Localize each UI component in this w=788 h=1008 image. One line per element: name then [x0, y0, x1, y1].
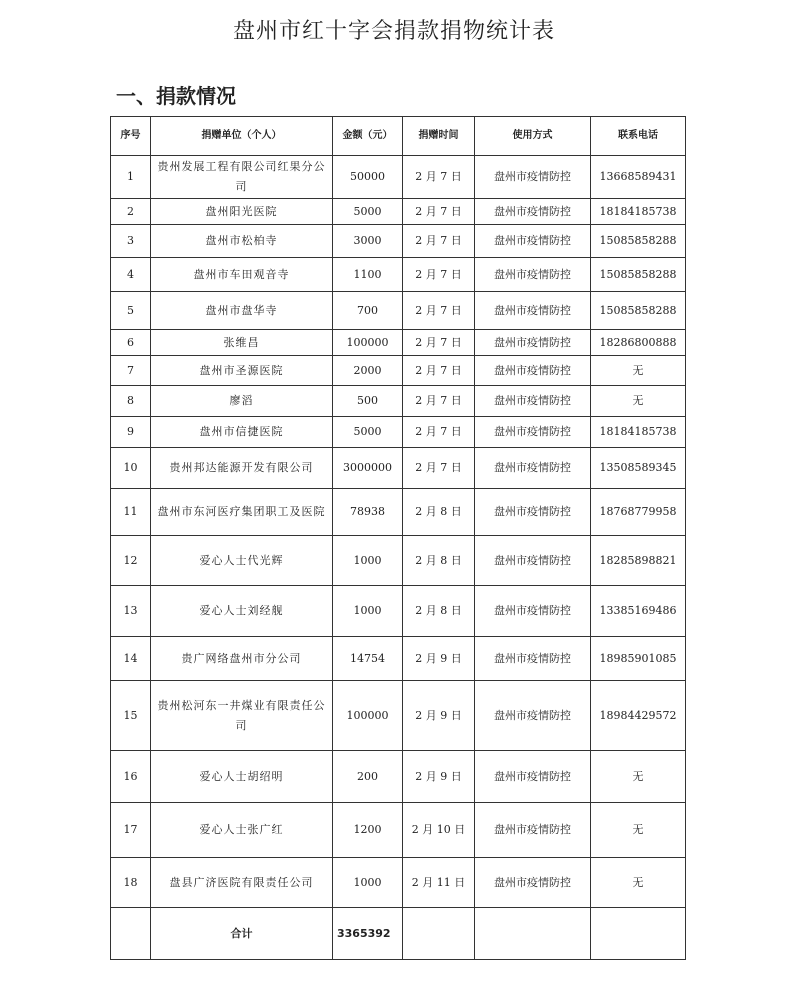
cell-amount: 5000	[333, 417, 403, 448]
total-seq-cell	[111, 908, 151, 960]
cell-donor: 爱心人士张广红	[151, 803, 333, 858]
cell-date: 2 月 9 日	[403, 751, 475, 803]
total-label: 合计	[151, 908, 333, 960]
table-row	[111, 637, 686, 681]
header-donor: 捐赠单位（个人）	[151, 117, 333, 156]
cell-usage: 盘州市疫情防控	[475, 199, 591, 225]
header-date: 捐赠时间	[403, 117, 475, 156]
cell-phone: 15085858288	[591, 292, 686, 330]
cell-date: 2 月 7 日	[403, 156, 475, 199]
cell-donor: 贵州邦达能源开发有限公司	[151, 448, 333, 489]
cell-phone: 18984429572	[591, 681, 686, 751]
cell-date: 2 月 7 日	[403, 417, 475, 448]
table-header-row	[111, 117, 686, 156]
total-date-cell	[403, 908, 475, 960]
cell-phone: 18285898821	[591, 536, 686, 586]
cell-phone: 18985901085	[591, 637, 686, 681]
cell-date: 2 月 8 日	[403, 489, 475, 536]
cell-seq: 6	[111, 330, 151, 356]
cell-amount: 14754	[333, 637, 403, 681]
total-row	[111, 908, 686, 960]
cell-date: 2 月 8 日	[403, 536, 475, 586]
cell-donor: 廖滔	[151, 386, 333, 417]
header-seq: 序号	[111, 117, 151, 156]
cell-donor: 盘州市盘华寺	[151, 292, 333, 330]
cell-amount: 100000	[333, 330, 403, 356]
table-row	[111, 448, 686, 489]
cell-usage: 盘州市疫情防控	[475, 681, 591, 751]
cell-seq: 15	[111, 681, 151, 751]
cell-seq: 9	[111, 417, 151, 448]
table-row	[111, 330, 686, 356]
cell-seq: 16	[111, 751, 151, 803]
cell-amount: 1200	[333, 803, 403, 858]
cell-date: 2 月 7 日	[403, 386, 475, 417]
cell-amount: 500	[333, 386, 403, 417]
cell-date: 2 月 7 日	[403, 258, 475, 292]
table-row	[111, 751, 686, 803]
cell-phone: 13668589431	[591, 156, 686, 199]
cell-donor: 盘州市圣源医院	[151, 356, 333, 386]
cell-phone: 无	[591, 803, 686, 858]
cell-seq: 10	[111, 448, 151, 489]
cell-usage: 盘州市疫情防控	[475, 536, 591, 586]
header-usage: 使用方式	[475, 117, 591, 156]
cell-amount: 78938	[333, 489, 403, 536]
cell-phone: 13385169486	[591, 586, 686, 637]
cell-date: 2 月 7 日	[403, 356, 475, 386]
cell-seq: 12	[111, 536, 151, 586]
cell-usage: 盘州市疫情防控	[475, 330, 591, 356]
cell-donor: 盘州阳光医院	[151, 199, 333, 225]
cell-date: 2 月 7 日	[403, 225, 475, 258]
cell-amount: 3000	[333, 225, 403, 258]
cell-usage: 盘州市疫情防控	[475, 586, 591, 637]
cell-amount: 700	[333, 292, 403, 330]
table-row	[111, 356, 686, 386]
donation-table	[110, 116, 686, 960]
cell-amount: 1000	[333, 858, 403, 908]
table-row	[111, 258, 686, 292]
cell-phone: 13508589345	[591, 448, 686, 489]
cell-usage: 盘州市疫情防控	[475, 225, 591, 258]
cell-date: 2 月 8 日	[403, 586, 475, 637]
table-row	[111, 536, 686, 586]
cell-phone: 无	[591, 386, 686, 417]
cell-seq: 3	[111, 225, 151, 258]
document-title: 盘州市红十字会捐款捐物统计表	[232, 19, 555, 44]
cell-usage: 盘州市疫情防控	[475, 751, 591, 803]
cell-date: 2 月 7 日	[403, 330, 475, 356]
cell-seq: 1	[111, 156, 151, 199]
cell-usage: 盘州市疫情防控	[475, 156, 591, 199]
cell-amount: 5000	[333, 199, 403, 225]
cell-usage: 盘州市疫情防控	[475, 858, 591, 908]
cell-amount: 100000	[333, 681, 403, 751]
cell-amount: 50000	[333, 156, 403, 199]
cell-donor: 爱心人士代光辉	[151, 536, 333, 586]
cell-seq: 11	[111, 489, 151, 536]
cell-donor: 贵州松河东一井煤业有限责任公司	[151, 681, 333, 751]
cell-date: 2 月 7 日	[403, 199, 475, 225]
cell-donor: 张维昌	[151, 330, 333, 356]
cell-date: 2 月 11 日	[403, 858, 475, 908]
table-row	[111, 681, 686, 751]
cell-date: 2 月 7 日	[403, 448, 475, 489]
cell-usage: 盘州市疫情防控	[475, 258, 591, 292]
table-row	[111, 586, 686, 637]
cell-amount: 1000	[333, 586, 403, 637]
header-amount: 金额（元）	[333, 117, 403, 156]
cell-phone: 18286800888	[591, 330, 686, 356]
cell-usage: 盘州市疫情防控	[475, 417, 591, 448]
cell-seq: 13	[111, 586, 151, 637]
cell-date: 2 月 10 日	[403, 803, 475, 858]
table-row	[111, 292, 686, 330]
cell-amount: 3000000	[333, 448, 403, 489]
cell-donor: 贵州发展工程有限公司红果分公司	[151, 156, 333, 199]
cell-phone: 18768779958	[591, 489, 686, 536]
table-row	[111, 803, 686, 858]
cell-usage: 盘州市疫情防控	[475, 356, 591, 386]
cell-usage: 盘州市疫情防控	[475, 489, 591, 536]
cell-donor: 盘州市信捷医院	[151, 417, 333, 448]
cell-seq: 4	[111, 258, 151, 292]
cell-usage: 盘州市疫情防控	[475, 386, 591, 417]
cell-phone: 无	[591, 356, 686, 386]
cell-seq: 17	[111, 803, 151, 858]
cell-phone: 18184185738	[591, 199, 686, 225]
cell-seq: 14	[111, 637, 151, 681]
cell-donor: 爱心人士胡绍明	[151, 751, 333, 803]
cell-phone: 18184185738	[591, 417, 686, 448]
cell-date: 2 月 9 日	[403, 637, 475, 681]
cell-amount: 1100	[333, 258, 403, 292]
cell-usage: 盘州市疫情防控	[475, 637, 591, 681]
total-usage-cell	[475, 908, 591, 960]
cell-phone: 15085858288	[591, 225, 686, 258]
cell-amount: 2000	[333, 356, 403, 386]
cell-donor: 盘州市松柏寺	[151, 225, 333, 258]
cell-phone: 无	[591, 751, 686, 803]
cell-phone: 无	[591, 858, 686, 908]
cell-date: 2 月 9 日	[403, 681, 475, 751]
table-row	[111, 489, 686, 536]
cell-date: 2 月 7 日	[403, 292, 475, 330]
cell-seq: 18	[111, 858, 151, 908]
cell-donor: 盘州市车田观音寺	[151, 258, 333, 292]
header-phone: 联系电话	[591, 117, 686, 156]
total-amount: 3365392	[333, 908, 403, 960]
cell-donor: 盘州市东河医疗集团职工及医院	[151, 489, 333, 536]
table-row	[111, 386, 686, 417]
table-row	[111, 199, 686, 225]
cell-seq: 5	[111, 292, 151, 330]
cell-usage: 盘州市疫情防控	[475, 292, 591, 330]
table-row	[111, 858, 686, 908]
cell-phone: 15085858288	[591, 258, 686, 292]
section-title: 一、捐款情况	[116, 84, 236, 108]
table-row	[111, 156, 686, 199]
cell-seq: 2	[111, 199, 151, 225]
table-row	[111, 417, 686, 448]
table-row	[111, 225, 686, 258]
total-phone-cell	[591, 908, 686, 960]
cell-seq: 8	[111, 386, 151, 417]
cell-donor: 爱心人士刘经舰	[151, 586, 333, 637]
cell-seq: 7	[111, 356, 151, 386]
cell-usage: 盘州市疫情防控	[475, 448, 591, 489]
cell-usage: 盘州市疫情防控	[475, 803, 591, 858]
cell-donor: 贵广网络盘州市分公司	[151, 637, 333, 681]
cell-donor: 盘县广济医院有限责任公司	[151, 858, 333, 908]
cell-amount: 200	[333, 751, 403, 803]
cell-amount: 1000	[333, 536, 403, 586]
